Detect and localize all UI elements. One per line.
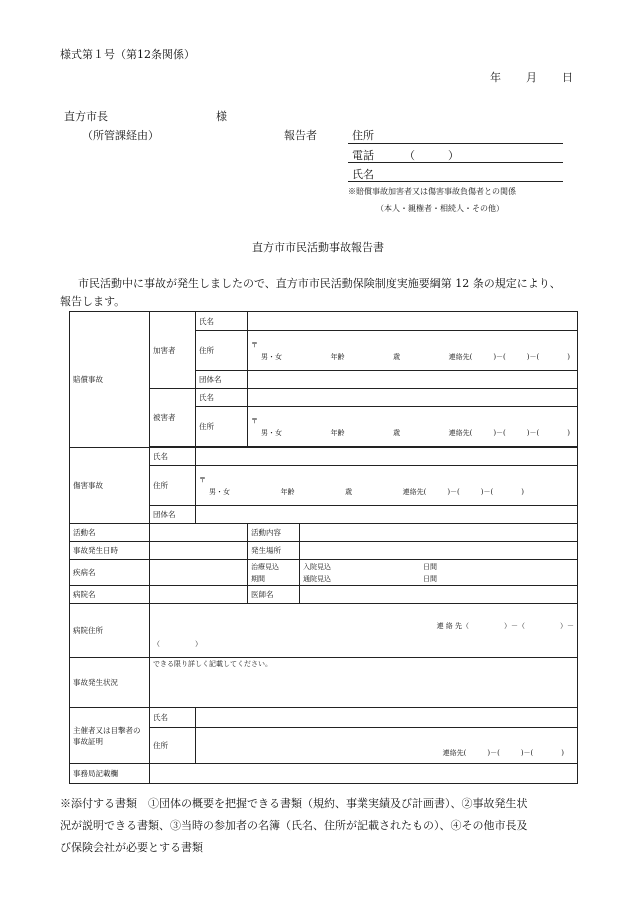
victim-address-label: 住所 xyxy=(196,407,248,447)
contact-label: 連絡先( )－( )－( ) xyxy=(402,487,524,496)
hospital-address-label: 病院住所 xyxy=(70,604,150,658)
perpetrator-name-label: 氏名 xyxy=(196,312,248,331)
accident-datetime-field[interactable] xyxy=(150,542,248,560)
doctor-name-field[interactable] xyxy=(300,586,578,604)
organizer-address-label: 住所 xyxy=(150,728,196,764)
hospital-contact-tail: （ ） xyxy=(153,639,202,648)
reporter-phone-parens: （ ） xyxy=(404,149,459,162)
injury-name-field[interactable] xyxy=(196,448,578,466)
report-form-table xyxy=(69,311,578,784)
contact-label: 連絡先( )－( )－( ) xyxy=(448,428,570,437)
victim-address-field[interactable] xyxy=(248,407,578,447)
activity-name-label: 活動名 xyxy=(70,524,150,542)
contact-label: 連絡先( )－( )－( ) xyxy=(448,352,570,361)
victim-name-label: 氏名 xyxy=(196,389,248,407)
hospital-name-field[interactable] xyxy=(150,586,248,604)
injury-accident-cell: 傷害事故 xyxy=(70,448,150,524)
reporter-name-label: 氏名 xyxy=(352,168,374,181)
organizer-proof-label: 主催者又は目撃者の事故証明 xyxy=(70,708,150,764)
accident-place-label: 発生場所 xyxy=(248,542,300,560)
injury-group-label: 団体名 xyxy=(150,506,196,524)
addressee-name: 直方市長 xyxy=(64,110,108,123)
victim-cell: 被害者 xyxy=(150,389,196,447)
hospital-name-label: 病院名 xyxy=(70,586,150,604)
outpatient-estimate-label: 通院見込 xyxy=(303,574,331,583)
perpetrator-group-field[interactable] xyxy=(248,371,578,389)
activity-content-label: 活動内容 xyxy=(248,524,300,542)
organizer-address-field[interactable] xyxy=(196,728,578,764)
organizer-contact: 連絡先( )－( )－( ) xyxy=(442,748,565,757)
sex-option[interactable]: 男・女 xyxy=(209,487,230,496)
treatment-estimate-field[interactable] xyxy=(300,560,578,586)
activity-name-field[interactable] xyxy=(150,524,248,542)
age-unit: 歳 xyxy=(345,487,353,496)
postal-mark: 〒 xyxy=(251,340,258,349)
accident-place-field[interactable] xyxy=(300,542,578,560)
reporter-phone-underline xyxy=(348,162,563,163)
perpetrator-cell: 加害者 xyxy=(150,312,196,389)
reporter-relation-note: ※賠償事故加害者又は傷害事故負傷者との関係 xyxy=(348,187,516,196)
disease-name-field[interactable] xyxy=(150,560,248,586)
reporter-name-underline xyxy=(348,181,563,182)
date-month-label: 月 xyxy=(526,71,537,84)
perpetrator-address-field[interactable] xyxy=(248,331,578,371)
notes-line-1: ※添付する書類 ①団体の概要を把握できる書類（規約、事業実績及び計画書）、②事故発生状 xyxy=(60,797,528,810)
accident-situation-label: 事故発生状況 xyxy=(70,658,150,708)
reporter-label: 報告者 xyxy=(284,129,317,142)
activity-content-field[interactable] xyxy=(300,524,578,542)
date-year-label: 年 xyxy=(490,71,501,84)
injury-address-field[interactable] xyxy=(196,466,578,506)
organizer-name-field[interactable] xyxy=(196,708,578,728)
injury-address-label: 住所 xyxy=(150,466,196,506)
sex-option[interactable]: 男・女 xyxy=(261,428,282,437)
age-unit: 歳 xyxy=(393,352,401,361)
postal-mark: 〒 xyxy=(199,475,206,484)
days-unit: 日間 xyxy=(423,562,437,571)
age-label: 年齢 xyxy=(280,487,295,496)
notes-line-3: び保険会社が必要とする書類 xyxy=(60,841,203,854)
intro-line-1: 市民活動中に事故が発生しましたので、直方市市民活動保険制度実施要綱第 12 条の規定により、 xyxy=(78,277,561,290)
victim-name-field[interactable] xyxy=(248,389,578,407)
situation-hint: できる限り詳しく記載してください。 xyxy=(153,660,272,668)
postal-mark: 〒 xyxy=(251,416,258,425)
office-column-field[interactable] xyxy=(150,764,578,784)
document-title: 直方市市民活動事故報告書 xyxy=(252,241,384,254)
form-number: 様式第１号（第12条関係） xyxy=(60,48,195,61)
doctor-name-label: 医師名 xyxy=(248,586,300,604)
hospital-estimate-label: 入院見込 xyxy=(303,562,331,571)
injury-group-field[interactable] xyxy=(196,506,578,524)
reporter-address-label: 住所 xyxy=(352,129,374,142)
organizer-name-label: 氏名 xyxy=(150,708,196,728)
reporter-relation-options: （本人・親権者・相続人・その他） xyxy=(376,204,504,213)
accident-situation-field[interactable] xyxy=(150,658,578,708)
perpetrator-name-field[interactable] xyxy=(248,312,578,331)
date-day-label: 日 xyxy=(562,71,573,84)
reporter-address-underline xyxy=(348,143,563,144)
age-label: 年齢 xyxy=(330,352,345,361)
intro-line-2: 報告します。 xyxy=(60,295,126,308)
age-label: 年齢 xyxy=(330,428,345,437)
office-column-label: 事務局記載欄 xyxy=(70,764,150,784)
liability-accident-cell: 賠償事故 xyxy=(70,312,150,448)
perpetrator-address-label: 住所 xyxy=(196,331,248,371)
addressee-honorific: 様 xyxy=(216,110,227,123)
notes-line-2: 況が説明できる書類、③当時の参加者の名簿（氏名、住所が記載されたもの）、④その他市長及 xyxy=(60,819,528,832)
perpetrator-group-label: 団体名 xyxy=(196,371,248,389)
age-unit: 歳 xyxy=(393,428,401,437)
injury-name-label: 氏名 xyxy=(150,448,196,466)
disease-name-label: 疾病名 xyxy=(70,560,150,586)
accident-datetime-label: 事故発生日時 xyxy=(70,542,150,560)
sex-option[interactable]: 男・女 xyxy=(261,352,282,361)
reporter-phone-label: 電話 xyxy=(352,149,374,162)
addressee-via: （所管課経由） xyxy=(82,129,159,142)
hospital-contact: 連 絡 先（ ）－（ ）－ xyxy=(436,621,575,630)
hospital-address-field[interactable] xyxy=(150,604,578,658)
treatment-estimate-label: 治療見込 期間 xyxy=(248,560,300,586)
attachment-notes xyxy=(60,793,585,859)
days-unit: 日間 xyxy=(423,574,437,583)
